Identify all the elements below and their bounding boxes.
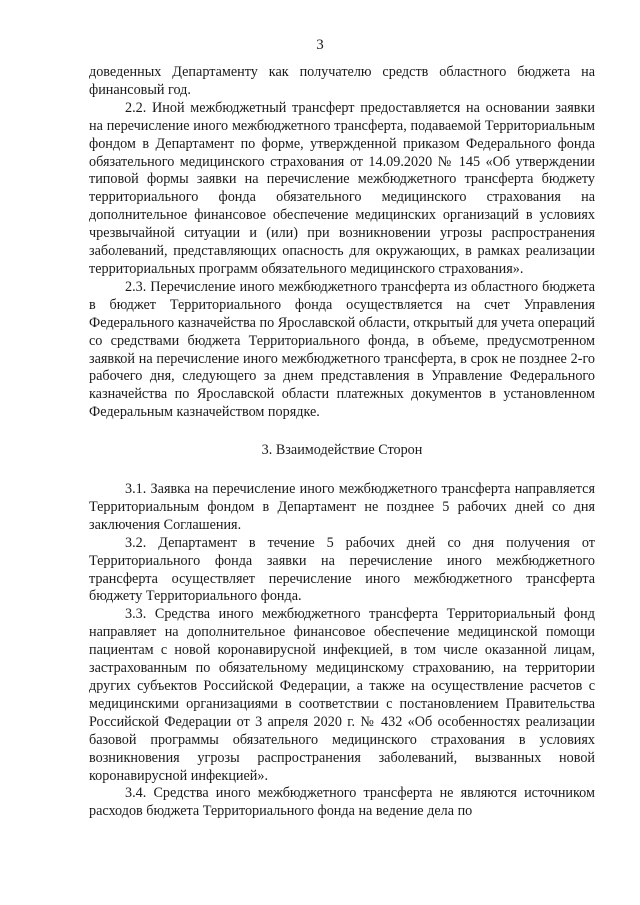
section-heading: 3. Взаимодействие Сторон [261,442,423,459]
paragraph-3-4: 3.4. Средства иного межбюджетного трансферта не являются источником расходов бюджета Территориального фонда на ведение дела по [89,785,595,820]
paragraph-3-2: 3.2. Департамент в течение 5 рабочих дней со дня получения от Территориального фонда заявки на перечисление иного межбюджетного трансферта осуществляет перечисление иного межбюджетного трансферта бюджету Территориального фонда. [89,534,595,605]
document-body [89,64,595,821]
paragraph-3-1: 3.1. Заявка на перечисление иного межбюджетного трансферта направляется Территориальным фондом в Департамент не позднее 5 рабочих дней со дня заключения Соглашения. [89,481,595,533]
paragraph-2-2: 2.2. Иной межбюджетный трансферт предоставляется на основании заявки на перечисление иного межбюджетного трансферта, подаваемой Территориальным фондом в Департамент по форме, утвержденной приказом Федерального фонда обязательного медицинского страхования от 14.09.2020 № 145 «Об утверждении типовой формы заявки на перечисление межбюджетного трансферта бюджету территориального фонда обязательного медицинского страхования на дополнительное финансовое обеспечение медицинских организаций в условиях чрезвычайной ситуации и (или) при возникновении угрозы распространения заболеваний, представляющих опасность для окружающих, в рамках реализации территориальных программ обязательного медицинского страхования». [89,99,595,277]
page-number: 3 [316,37,324,53]
paragraphs-before-heading [89,64,595,422]
paragraph-3-3: 3.3. Средства иного межбюджетного трансферта Территориальный фонд направляет на дополнительное финансовое обеспечение медицинской помощи пациентам с новой коронавирусной инфекцией, в том числе оказанной лицам, застрахованным по обязательному медицинскому страхованию, на территории других субъектов Российской Федерации, а также на осуществление расчетов с медицинскими организациями в соответствии с постановлением Правительства Российской Федерации от 3 апреля 2020 г. № 432 «Об особенностях реализации базовой программы обязательного медицинского страхования в условиях возникновения угрозы распространения заболеваний, вызванных новой коронавирусной инфекцией». [89,606,595,784]
paragraph: доведенных Департаменту как получателю средств областного бюджета на финансовый год. [89,64,595,98]
paragraphs-after-heading [89,481,595,821]
paragraph-2-3: 2.3. Перечисление иного межбюджетного трансферта из областного бюджета в бюджет Территориального фонда осуществляется на счет Управления Федерального казначейства по Ярославской области, открытый для учета операций со средствами бюджета Территориального фонда, в объеме, предусмотренном заявкой на перечисление иного межбюджетного трансферта, в срок не позднее 2-го рабочего дня, следующего за днем представления в Управление Федерального казначейства по Ярославской области платежных документов в установленном Федеральным казначейством порядке. [89,278,595,421]
